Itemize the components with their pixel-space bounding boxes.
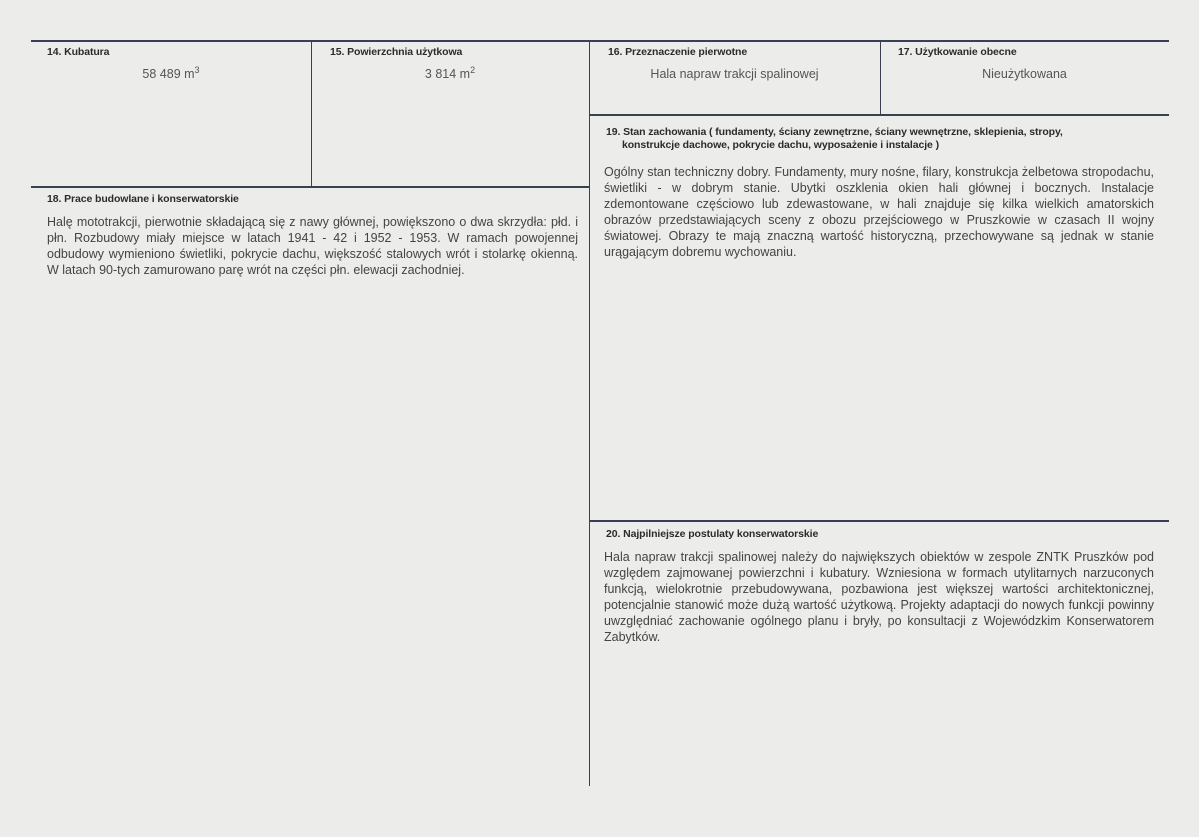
section-18-label: 18. Prace budowlane i konserwatorskie: [47, 193, 239, 205]
section-16-label: 16. Przeznaczenie pierwotne: [608, 46, 748, 58]
border-under-16-17: [589, 114, 1169, 116]
section-14-value: [31, 65, 311, 81]
divider-14-15: [311, 41, 312, 187]
kubatura-unit-sup: 3: [194, 65, 200, 75]
section-17-label: 17. Użytkowanie obecne: [898, 46, 1017, 58]
section-15-label: 15. Powierzchnia użytkowa: [330, 46, 463, 58]
border-above-18: [31, 186, 589, 188]
section-19-text: Ogólny stan techniczny dobry. Fundamenty, mury nośne, filary, konstrukcja żelbetowa stropodachu, świetliki - w dobrym stanie. Ubytki oszklenia okien hali głównej i bocznych. Instalacje zdemontowane częściowo lub zdewastowane, w hali znajduje się kilka wielkich amatorskich obrazów przedstawiających sceny z obozu przejściowego w Pruszkowie w czasach II wojny światowej. Obrazy te mają znaczną wartość historyczną, przechowywane są jednak w stanie urągającym dobremu wychowaniu.: [604, 165, 1154, 259]
section-20-text: Hala napraw trakcji spalinowej należy do największych obiektów w zespole ZNTK Pruszków pod względem zajmowanej powierzchni i kubatury. Wzniesiona w formach utylitarnych narzuconych funkcją, wielokrotnie przebudowywana, pozbawiona jest większej wartości architektonicznej, potencjalnie stanowić może dużą wartość użytkową. Projekty adaptacji do nowych funkcji powinny uwzględniać zachowanie ogólnego planu i bryły, po konsultacji z Wojewódzkim Konserwatorem Zabytków.: [604, 550, 1154, 644]
section-19-label-line2: konstrukcje dachowe, pokrycie dachu, wyposażenie i instalacje ): [622, 139, 939, 151]
top-border: [31, 40, 1169, 42]
section-20-label: 20. Najpilniejsze postulaty konserwatorskie: [606, 528, 819, 540]
section-14-label: 14. Kubatura: [47, 46, 110, 58]
powierzchnia-unit-sup: 2: [470, 65, 476, 75]
section-19-label-line1: 19. Stan zachowania ( fundamenty, ściany zewnętrzne, ściany wewnętrzne, sklepienia, stropy,: [606, 126, 1063, 138]
section-17-value: Nieużytkowana: [982, 67, 1067, 81]
kubatura-value: 58 489 m: [142, 67, 195, 82]
section-16-value: Hala napraw trakcji spalinowej: [650, 67, 819, 81]
section-18-text: Halę mototrakcji, pierwotnie składającą się z nawy głównej, powiększono o dwa skrzydła: płd. i płn. Rozbudowy miały miejsce w latach 1941 - 42 i 1952 - 1953. W ramach powojennej odbudowy wymieniono świetliki, pokrycie dachu, większość stalowych wrót i stolarkę okienną. W latach 90-tych zamurowano parę wrót na części płn. elewacji zachodniej.: [47, 215, 578, 277]
section-19-label: [606, 126, 1166, 152]
border-above-20: [589, 520, 1169, 522]
section-15-value: [311, 65, 589, 81]
divider-main: [589, 41, 590, 786]
powierzchnia-value: 3 814 m: [424, 67, 471, 82]
